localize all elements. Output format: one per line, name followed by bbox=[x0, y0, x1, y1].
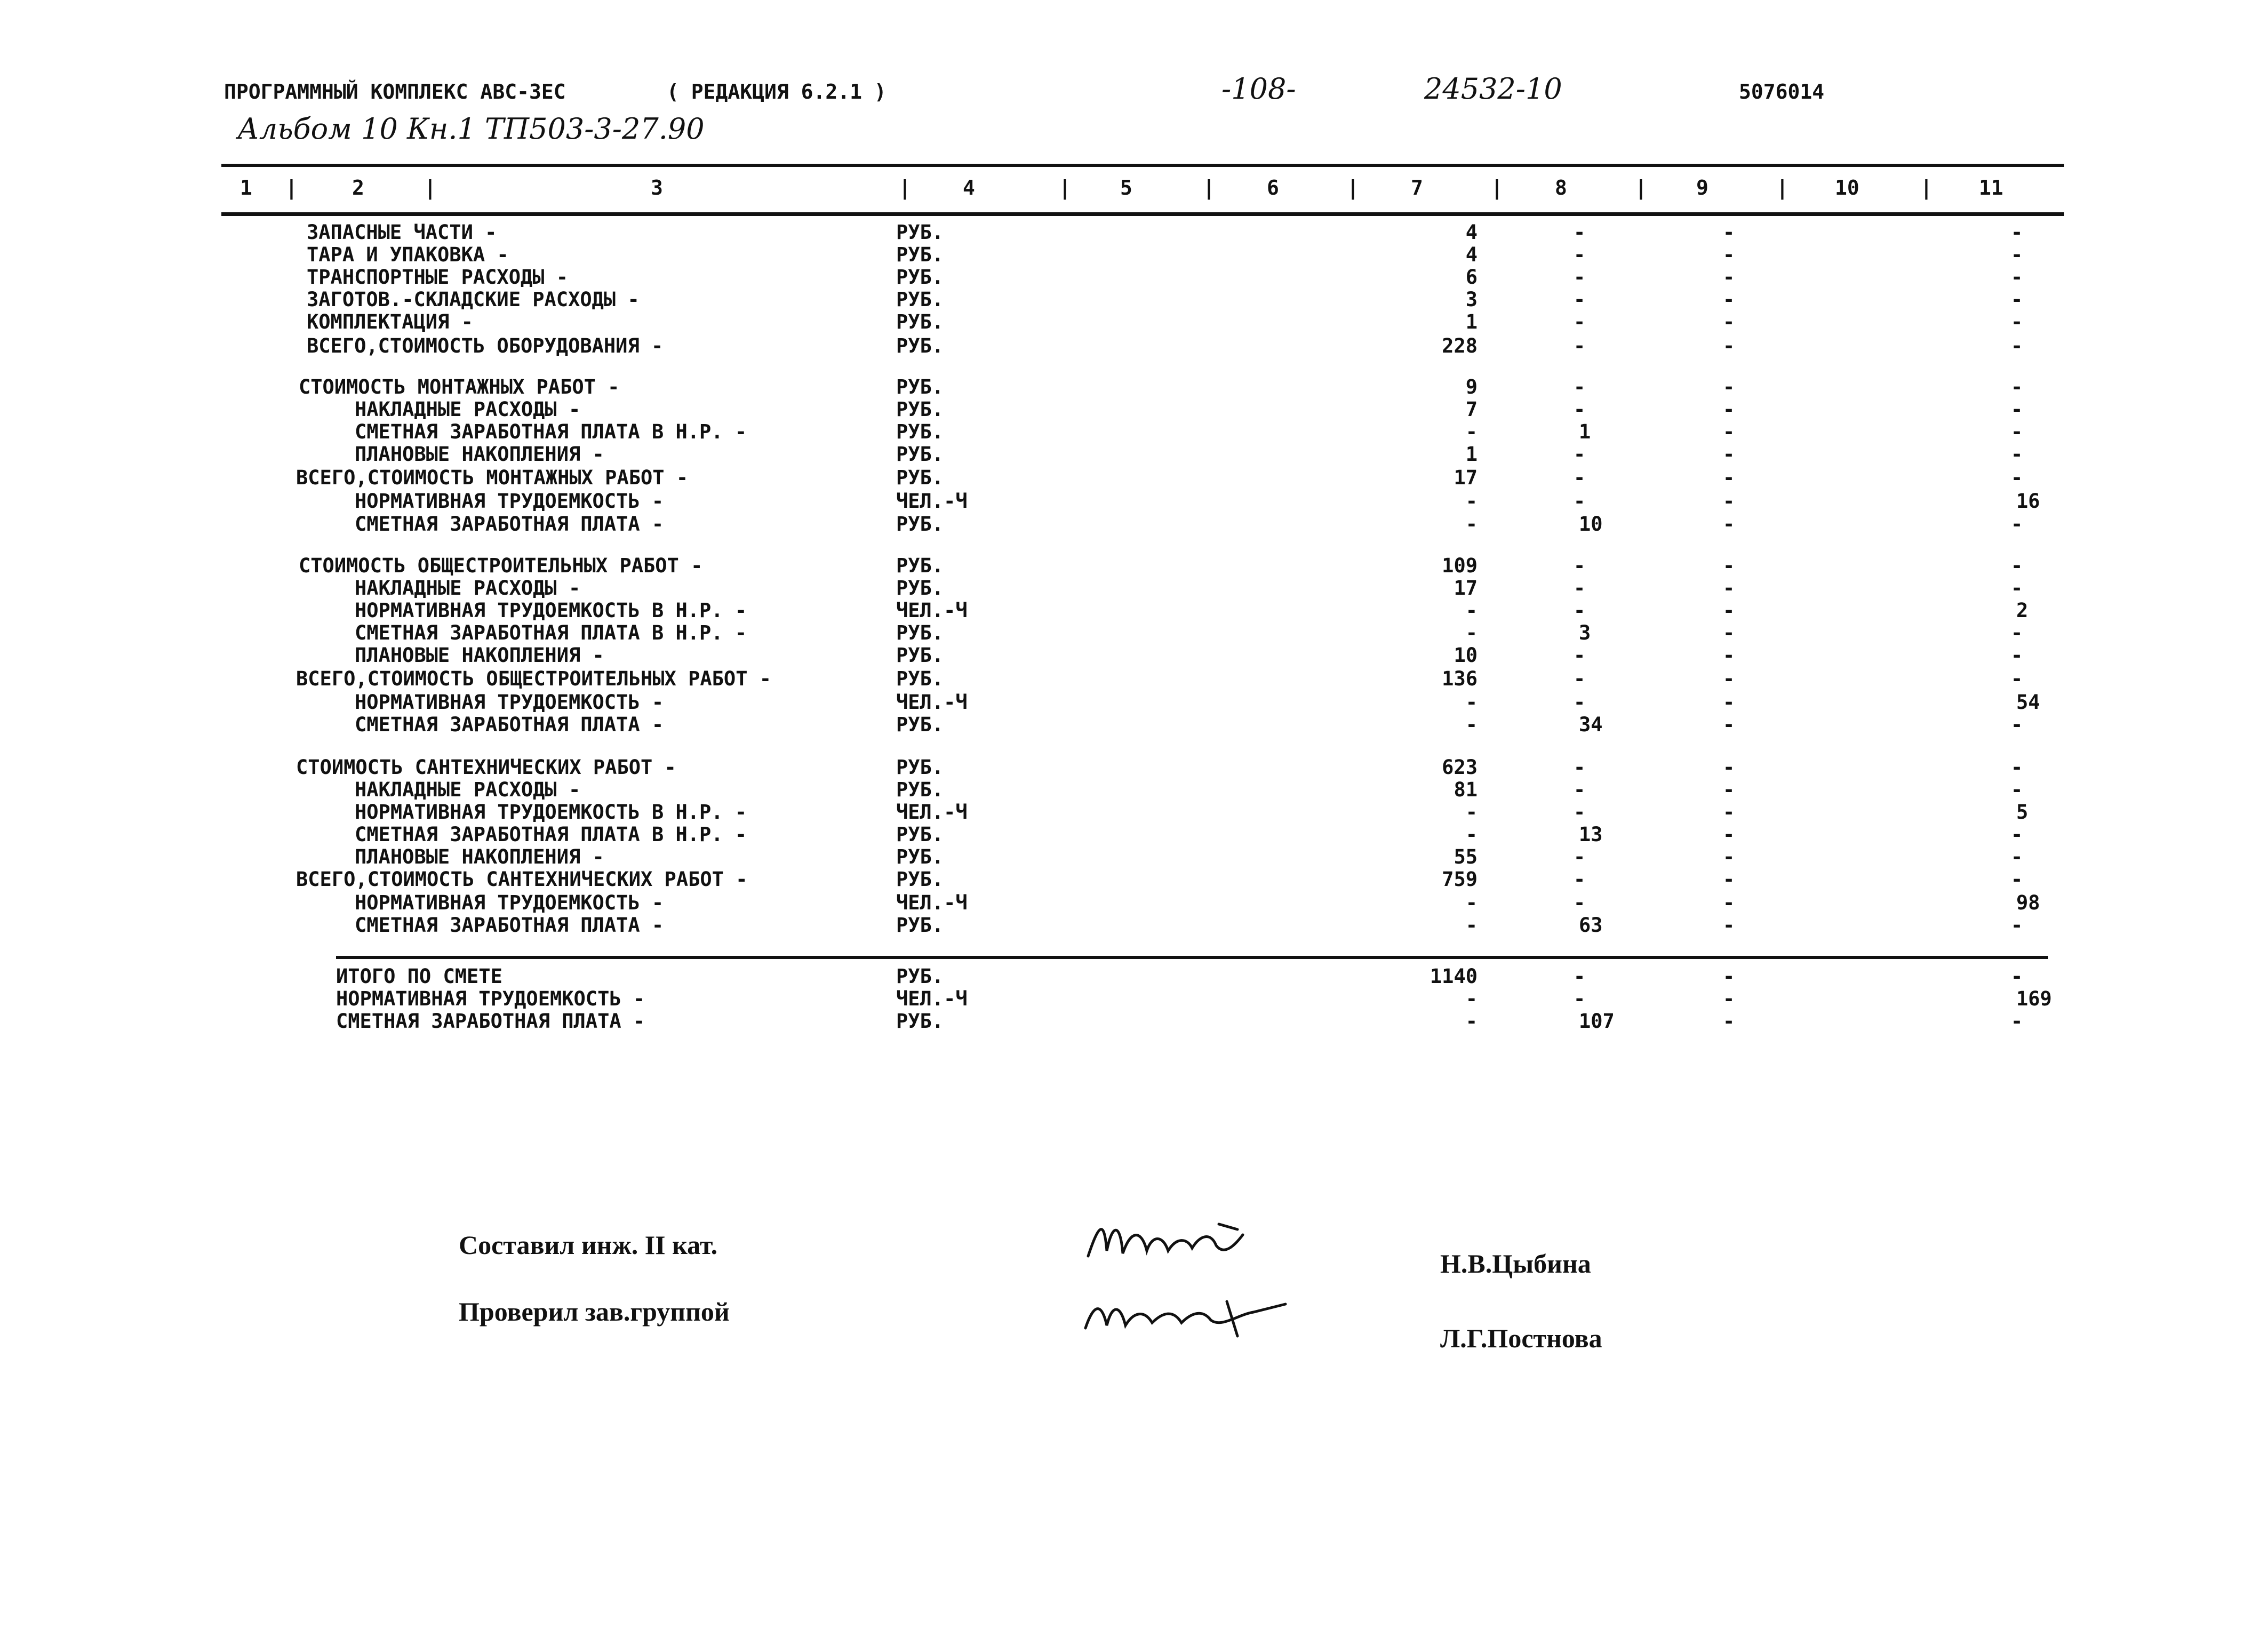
row-name: ИТОГО ПО СМЕТЕ bbox=[336, 965, 502, 988]
row-name: СМЕТНАЯ ЗАРАБОТНАЯ ПЛАТА В Н.Р. - bbox=[355, 420, 747, 443]
row-unit: РУБ. bbox=[896, 288, 944, 311]
row-col7: 109 bbox=[1442, 554, 1478, 577]
table-row bbox=[0, 965, 2268, 988]
row-col9: - bbox=[1723, 310, 1735, 333]
row-col9: - bbox=[1723, 599, 1735, 622]
row-col9: - bbox=[1723, 644, 1735, 667]
row-unit: РУБ. bbox=[896, 420, 944, 443]
row-col8: 34 bbox=[1579, 713, 1603, 736]
row-unit: РУБ. bbox=[896, 845, 944, 868]
row-col9: - bbox=[1723, 420, 1735, 443]
col-separator: | bbox=[899, 176, 911, 199]
row-col9: - bbox=[1723, 266, 1735, 289]
col-separator: | bbox=[1203, 176, 1215, 199]
row-name: СМЕТНАЯ ЗАРАБОТНАЯ ПЛАТА - bbox=[336, 1010, 645, 1033]
row-col9: - bbox=[1723, 288, 1735, 311]
col-header-3: 3 bbox=[651, 176, 663, 199]
row-unit: ЧЕЛ.-Ч bbox=[896, 891, 968, 914]
row-col11: - bbox=[2011, 644, 2023, 667]
row-name: СТОИМОСТЬ САНТЕХНИЧЕСКИХ РАБОТ - bbox=[296, 756, 676, 779]
col-separator: | bbox=[424, 176, 436, 199]
row-col11: 16 bbox=[2016, 490, 2040, 513]
row-col8: 10 bbox=[1579, 513, 1603, 536]
row-col7: 4 bbox=[1465, 243, 1478, 266]
signature-1 bbox=[1083, 1213, 1264, 1272]
col-separator: | bbox=[1776, 176, 1788, 199]
row-col8: - bbox=[1574, 266, 1586, 289]
row-col11: - bbox=[2011, 577, 2023, 600]
row-name: СТОИМОСТЬ ОБЩЕСТРОИТЕЛЬНЫХ РАБОТ - bbox=[299, 554, 703, 577]
row-unit: РУБ. bbox=[896, 243, 944, 266]
row-col7: 17 bbox=[1454, 466, 1478, 489]
row-col8: - bbox=[1574, 443, 1586, 466]
table-row bbox=[0, 513, 2268, 536]
row-col8: - bbox=[1574, 691, 1586, 714]
table-row bbox=[0, 311, 2268, 333]
row-col7: 228 bbox=[1442, 334, 1478, 357]
table-row bbox=[0, 622, 2268, 644]
row-unit: РУБ. bbox=[896, 554, 944, 577]
row-unit: РУБ. bbox=[896, 1010, 944, 1033]
row-unit: ЧЕЛ.-Ч bbox=[896, 490, 968, 513]
row-col11: - bbox=[2011, 443, 2023, 466]
row-unit: РУБ. bbox=[896, 965, 944, 988]
row-col11: - bbox=[2011, 713, 2023, 736]
row-name: СМЕТНАЯ ЗАРАБОТНАЯ ПЛАТА В Н.Р. - bbox=[355, 621, 747, 644]
row-col7: - bbox=[1465, 801, 1478, 824]
row-col8: - bbox=[1574, 334, 1586, 357]
table-row bbox=[0, 668, 2268, 690]
row-unit: РУБ. bbox=[896, 466, 944, 489]
row-col11: - bbox=[2011, 914, 2023, 937]
row-name: НОРМАТИВНАЯ ТРУДОЕМКОСТЬ - bbox=[355, 490, 664, 513]
page-number: -108- bbox=[1221, 72, 1296, 106]
row-name: НОРМАТИВНАЯ ТРУДОЕМКОСТЬ - bbox=[355, 691, 664, 714]
row-col7: - bbox=[1465, 987, 1478, 1010]
table-row bbox=[0, 555, 2268, 577]
table-row bbox=[0, 644, 2268, 667]
table-row bbox=[0, 467, 2268, 489]
row-name: ПЛАНОВЫЕ НАКОПЛЕНИЯ - bbox=[355, 443, 604, 466]
row-name: НОРМАТИВНАЯ ТРУДОЕМКОСТЬ - bbox=[355, 891, 664, 914]
row-col7: 6 bbox=[1465, 266, 1478, 289]
row-unit: РУБ. bbox=[896, 868, 944, 891]
table-row bbox=[0, 335, 2268, 357]
row-col7: - bbox=[1465, 823, 1478, 846]
table-row bbox=[0, 801, 2268, 824]
row-col11: - bbox=[2011, 823, 2023, 846]
row-col9: - bbox=[1723, 334, 1735, 357]
doc-id: 5076014 bbox=[1739, 80, 1825, 103]
row-col11: - bbox=[2011, 466, 2023, 489]
row-unit: РУБ. bbox=[896, 221, 944, 244]
row-unit: РУБ. bbox=[896, 713, 944, 736]
edition-label: ( РЕДАКЦИЯ 6.2.1 ) bbox=[667, 80, 887, 103]
row-col11: - bbox=[2011, 420, 2023, 443]
row-col7: 10 bbox=[1454, 644, 1478, 667]
row-name: СМЕТНАЯ ЗАРАБОТНАЯ ПЛАТА - bbox=[355, 713, 664, 736]
row-col9: - bbox=[1723, 577, 1735, 600]
row-col11: - bbox=[2011, 845, 2023, 868]
row-col7: - bbox=[1465, 513, 1478, 536]
row-name: СМЕТНАЯ ЗАРАБОТНАЯ ПЛАТА - bbox=[355, 914, 664, 937]
col-separator: | bbox=[285, 176, 298, 199]
row-col7: 1 bbox=[1465, 310, 1478, 333]
row-col9: - bbox=[1723, 801, 1735, 824]
row-unit: ЧЕЛ.-Ч bbox=[896, 691, 968, 714]
row-col7: - bbox=[1465, 420, 1478, 443]
row-col9: - bbox=[1723, 778, 1735, 801]
row-col9: - bbox=[1723, 691, 1735, 714]
col-header-10: 10 bbox=[1835, 176, 1859, 199]
col-header-1: 1 bbox=[240, 176, 252, 199]
row-name: НОРМАТИВНАЯ ТРУДОЕМКОСТЬ В Н.Р. - bbox=[355, 599, 747, 622]
checked-by-label: Проверил зав.группой bbox=[459, 1297, 730, 1327]
col-header-8: 8 bbox=[1555, 176, 1567, 199]
row-col9: - bbox=[1723, 490, 1735, 513]
row-col9: - bbox=[1723, 443, 1735, 466]
row-col8: - bbox=[1574, 398, 1586, 421]
row-col11: 5 bbox=[2016, 801, 2029, 824]
table-row bbox=[0, 376, 2268, 398]
doc-code: 24532-10 bbox=[1424, 72, 1562, 106]
row-col8: - bbox=[1574, 868, 1586, 891]
row-col9: - bbox=[1723, 243, 1735, 266]
col-header-4: 4 bbox=[963, 176, 975, 199]
row-col9: - bbox=[1723, 621, 1735, 644]
row-col8: - bbox=[1574, 891, 1586, 914]
col-separator: | bbox=[1920, 176, 1932, 199]
row-col11: - bbox=[2011, 778, 2023, 801]
row-unit: РУБ. bbox=[896, 778, 944, 801]
row-col11: - bbox=[2011, 756, 2023, 779]
album-reference: Альбом 10 Кн.1 ТП503-3-27.90 bbox=[237, 112, 705, 146]
row-col7: - bbox=[1465, 891, 1478, 914]
checked-by-name: Л.Г.Постнова bbox=[1440, 1323, 1602, 1353]
row-col8: 63 bbox=[1579, 914, 1603, 937]
row-col9: - bbox=[1723, 667, 1735, 690]
row-name: НАКЛАДНЫЕ РАСХОДЫ - bbox=[355, 577, 581, 600]
row-col11: - bbox=[2011, 868, 2023, 891]
row-col9: - bbox=[1723, 1010, 1735, 1033]
row-col11: - bbox=[2011, 334, 2023, 357]
table-row bbox=[0, 756, 2268, 779]
compiled-by-label: Составил инж. II кат. bbox=[459, 1230, 718, 1260]
row-name: СМЕТНАЯ ЗАРАБОТНАЯ ПЛАТА - bbox=[355, 513, 664, 536]
row-col7: 1 bbox=[1465, 443, 1478, 466]
row-col8: - bbox=[1574, 644, 1586, 667]
table-row bbox=[0, 421, 2268, 443]
row-col8: - bbox=[1574, 577, 1586, 600]
row-col11: - bbox=[2011, 375, 2023, 398]
row-name: ВСЕГО,СТОИМОСТЬ МОНТАЖНЫХ РАБОТ - bbox=[296, 466, 689, 489]
row-col9: - bbox=[1723, 868, 1735, 891]
col-separator: | bbox=[1491, 176, 1503, 199]
row-col8: - bbox=[1574, 375, 1586, 398]
row-name: ВСЕГО,СТОИМОСТЬ ОБОРУДОВАНИЯ - bbox=[307, 334, 664, 357]
row-col11: 2 bbox=[2016, 599, 2029, 622]
row-col11: - bbox=[2011, 965, 2023, 988]
table-row bbox=[0, 221, 2268, 244]
row-col8: 3 bbox=[1579, 621, 1591, 644]
row-col11: - bbox=[2011, 288, 2023, 311]
table-top-rule bbox=[221, 164, 2064, 167]
row-col8: 1 bbox=[1579, 420, 1591, 443]
row-col7: - bbox=[1465, 599, 1478, 622]
col-header-6: 6 bbox=[1267, 176, 1279, 199]
row-col7: 136 bbox=[1442, 667, 1478, 690]
row-unit: РУБ. bbox=[896, 756, 944, 779]
row-col7: - bbox=[1465, 713, 1478, 736]
col-header-2: 2 bbox=[352, 176, 364, 199]
row-col8: - bbox=[1574, 987, 1586, 1010]
table-row bbox=[0, 824, 2268, 846]
row-col9: - bbox=[1723, 466, 1735, 489]
table-row bbox=[0, 289, 2268, 311]
row-name: НАКЛАДНЫЕ РАСХОДЫ - bbox=[355, 778, 581, 801]
table-row bbox=[0, 868, 2268, 891]
table-row bbox=[0, 988, 2268, 1010]
row-unit: ЧЕЛ.-Ч bbox=[896, 599, 968, 622]
row-col7: 1140 bbox=[1430, 965, 1478, 988]
row-unit: РУБ. bbox=[896, 310, 944, 333]
row-col7: 4 bbox=[1465, 221, 1478, 244]
row-col9: - bbox=[1723, 914, 1735, 937]
col-header-7: 7 bbox=[1411, 176, 1423, 199]
row-col7: 3 bbox=[1465, 288, 1478, 311]
table-row bbox=[0, 244, 2268, 266]
row-unit: РУБ. bbox=[896, 667, 944, 690]
row-col8: - bbox=[1574, 288, 1586, 311]
row-name: ЗАПАСНЫЕ ЧАСТИ - bbox=[307, 221, 497, 244]
row-col8: 107 bbox=[1579, 1010, 1615, 1033]
row-col8: - bbox=[1574, 801, 1586, 824]
row-unit: РУБ. bbox=[896, 644, 944, 667]
row-name: ВСЕГО,СТОИМОСТЬ САНТЕХНИЧЕСКИХ РАБОТ - bbox=[296, 868, 748, 891]
table-row bbox=[0, 490, 2268, 513]
row-col9: - bbox=[1723, 398, 1735, 421]
row-col9: - bbox=[1723, 513, 1735, 536]
row-unit: РУБ. bbox=[896, 375, 944, 398]
table-header-rule bbox=[221, 212, 2064, 216]
row-unit: РУБ. bbox=[896, 621, 944, 644]
table-row bbox=[0, 398, 2268, 421]
col-header-9: 9 bbox=[1696, 176, 1708, 199]
row-col7: 623 bbox=[1442, 756, 1478, 779]
row-col7: - bbox=[1465, 691, 1478, 714]
row-name: ПЛАНОВЫЕ НАКОПЛЕНИЯ - bbox=[355, 644, 604, 667]
row-col11: - bbox=[2011, 221, 2023, 244]
row-col8: 13 bbox=[1579, 823, 1603, 846]
row-name: СМЕТНАЯ ЗАРАБОТНАЯ ПЛАТА В Н.Р. - bbox=[355, 823, 747, 846]
row-name: ТРАНСПОРТНЫЕ РАСХОДЫ - bbox=[307, 266, 569, 289]
row-col8: - bbox=[1574, 778, 1586, 801]
row-unit: РУБ. bbox=[896, 398, 944, 421]
row-col7: - bbox=[1465, 1010, 1478, 1033]
row-name: ЗАГОТОВ.-СКЛАДСКИЕ РАСХОДЫ - bbox=[307, 288, 640, 311]
row-col9: - bbox=[1723, 823, 1735, 846]
row-unit: РУБ. bbox=[896, 914, 944, 937]
table-row bbox=[0, 779, 2268, 801]
row-unit: РУБ. bbox=[896, 513, 944, 536]
col-separator: | bbox=[1347, 176, 1359, 199]
row-col11: - bbox=[2011, 621, 2023, 644]
col-header-5: 5 bbox=[1120, 176, 1132, 199]
compiled-by-name: Н.В.Цыбина bbox=[1440, 1249, 1591, 1279]
row-col7: 9 bbox=[1465, 375, 1478, 398]
row-unit: ЧЕЛ.-Ч bbox=[896, 801, 968, 824]
row-col9: - bbox=[1723, 375, 1735, 398]
row-name: СТОИМОСТЬ МОНТАЖНЫХ РАБОТ - bbox=[299, 375, 620, 398]
row-unit: РУБ. bbox=[896, 334, 944, 357]
col-separator: | bbox=[1635, 176, 1647, 199]
row-name: НАКЛАДНЫЕ РАСХОДЫ - bbox=[355, 398, 581, 421]
row-col9: - bbox=[1723, 965, 1735, 988]
row-name: КОМПЛЕКТАЦИЯ - bbox=[307, 310, 473, 333]
row-col11: - bbox=[2011, 554, 2023, 577]
row-unit: ЧЕЛ.-Ч bbox=[896, 987, 968, 1010]
col-separator: | bbox=[1059, 176, 1071, 199]
row-col9: - bbox=[1723, 756, 1735, 779]
row-name: НОРМАТИВНАЯ ТРУДОЕМКОСТЬ В Н.Р. - bbox=[355, 801, 747, 824]
table-row bbox=[0, 846, 2268, 868]
signature-2 bbox=[1077, 1288, 1291, 1347]
row-col8: - bbox=[1574, 310, 1586, 333]
row-col7: 81 bbox=[1454, 778, 1478, 801]
row-col11: 169 bbox=[2016, 987, 2052, 1010]
row-col8: - bbox=[1574, 466, 1586, 489]
row-col7: - bbox=[1465, 621, 1478, 644]
row-col7: 759 bbox=[1442, 868, 1478, 891]
row-col7: 7 bbox=[1465, 398, 1478, 421]
total-rule bbox=[336, 956, 2048, 959]
row-col11: - bbox=[2011, 310, 2023, 333]
row-unit: РУБ. bbox=[896, 266, 944, 289]
row-name: НОРМАТИВНАЯ ТРУДОЕМКОСТЬ - bbox=[336, 987, 645, 1010]
table-row bbox=[0, 691, 2268, 714]
row-col8: - bbox=[1574, 667, 1586, 690]
row-col9: - bbox=[1723, 987, 1735, 1010]
row-col11: - bbox=[2011, 266, 2023, 289]
row-col11: - bbox=[2011, 667, 2023, 690]
table-row bbox=[0, 1010, 2268, 1033]
row-col7: - bbox=[1465, 490, 1478, 513]
row-col7: 17 bbox=[1454, 577, 1478, 600]
row-col9: - bbox=[1723, 891, 1735, 914]
row-col8: - bbox=[1574, 221, 1586, 244]
row-col9: - bbox=[1723, 554, 1735, 577]
row-name: ВСЕГО,СТОИМОСТЬ ОБЩЕСТРОИТЕЛЬНЫХ РАБОТ - bbox=[296, 667, 772, 690]
row-unit: РУБ. bbox=[896, 577, 944, 600]
table-row bbox=[0, 892, 2268, 914]
row-col8: - bbox=[1574, 965, 1586, 988]
row-col8: - bbox=[1574, 554, 1586, 577]
row-col11: 98 bbox=[2016, 891, 2040, 914]
program-title: ПРОГРАММНЫЙ КОМПЛЕКС АВС-ЗЕС bbox=[224, 80, 566, 103]
row-col9: - bbox=[1723, 713, 1735, 736]
row-unit: РУБ. bbox=[896, 443, 944, 466]
row-name: ТАРА И УПАКОВКА - bbox=[307, 243, 509, 266]
row-col11: - bbox=[2011, 243, 2023, 266]
row-col8: - bbox=[1574, 490, 1586, 513]
table-row bbox=[0, 577, 2268, 600]
table-row bbox=[0, 266, 2268, 289]
row-col7: - bbox=[1465, 914, 1478, 937]
row-col7: 55 bbox=[1454, 845, 1478, 868]
row-col9: - bbox=[1723, 845, 1735, 868]
table-row bbox=[0, 714, 2268, 736]
row-col11: 54 bbox=[2016, 691, 2040, 714]
row-col11: - bbox=[2011, 513, 2023, 536]
row-col11: - bbox=[2011, 398, 2023, 421]
row-col9: - bbox=[1723, 221, 1735, 244]
row-col11: - bbox=[2011, 1010, 2023, 1033]
col-header-11: 11 bbox=[1979, 176, 2003, 199]
row-col8: - bbox=[1574, 845, 1586, 868]
table-row bbox=[0, 914, 2268, 937]
table-row bbox=[0, 600, 2268, 622]
row-unit: РУБ. bbox=[896, 823, 944, 846]
row-col8: - bbox=[1574, 599, 1586, 622]
table-row bbox=[0, 443, 2268, 466]
row-name: ПЛАНОВЫЕ НАКОПЛЕНИЯ - bbox=[355, 845, 604, 868]
row-col8: - bbox=[1574, 243, 1586, 266]
row-col8: - bbox=[1574, 756, 1586, 779]
